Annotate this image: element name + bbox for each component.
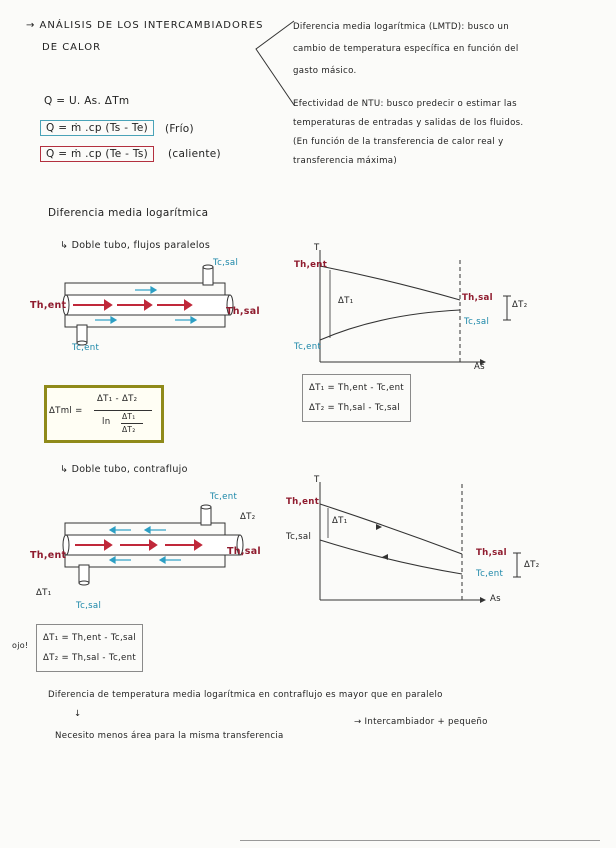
parallel-graph-t-axis: T — [314, 243, 320, 253]
counter-note: ojo! — [12, 641, 29, 650]
parallel-graph-as-axis: As — [474, 362, 485, 372]
lmtd-lhs: ΔTml = — [49, 406, 83, 416]
counter-dt1: ΔT₁ — [36, 588, 52, 598]
counter-def-dt1: ΔT₁ = Th,ent - Tc,sal — [43, 633, 137, 643]
parallel-graph-dt1: ΔT₁ — [338, 296, 354, 306]
parallel-graph-dt2: ΔT₂ — [512, 300, 528, 310]
parallel-tc-ent: Tc,ent — [72, 343, 100, 353]
counter-graph-dt2: ΔT₂ — [524, 560, 540, 570]
parallel-th-ent: Th,ent — [30, 300, 67, 311]
parallel-defs-box — [302, 374, 411, 422]
counter-graph-th-sal: Th,sal — [476, 548, 507, 558]
lmtd-ln: ln — [102, 417, 111, 427]
title-line-2: DE CALOR — [42, 42, 102, 53]
counter-tc-sal: Tc,sal — [76, 601, 102, 611]
q-main-equation: Q = U. As. ΔTm — [44, 95, 130, 107]
title-line-1: → ANÁLISIS DE LOS INTERCAMBIADORES — [26, 20, 264, 31]
conclusion-result: → Intercambiador + pequeño — [354, 717, 488, 727]
parallel-th-sal: Th,sal — [226, 306, 260, 317]
parallel-graph-tc-sal: Tc,sal — [464, 317, 490, 327]
counter-def-dt2: ΔT₂ = Th,sal - Tc,ent — [43, 653, 137, 663]
conclusion-arrow-down: ↓ — [74, 709, 82, 719]
ntu-line-1: Efectividad de NTU: busco predecir o estimar las — [293, 99, 517, 109]
lmtd-inner-bar — [121, 423, 143, 424]
ntu-description — [293, 95, 523, 171]
parallel-graph-th-sal: Th,sal — [462, 293, 493, 303]
parallel-graph-th-ent: Th,ent — [294, 260, 328, 270]
counter-dt2: ΔT₂ — [240, 512, 256, 522]
parallel-def-dt1: ΔT₁ = Th,ent - Tc,ent — [309, 383, 404, 393]
conclusion-line-1: Diferencia de temperatura media logarítmica en contraflujo es mayor que en paralelo — [48, 690, 443, 700]
lmtd-line-1: Diferencia media logarítmica (LMTD): busco un — [293, 22, 510, 32]
counter-graph-dt1: ΔT₁ — [332, 516, 348, 526]
parallel-subtitle: ↳ Doble tubo, flujos paralelos — [60, 240, 211, 251]
parallel-graph-tc-ent: Tc,ent — [294, 342, 322, 352]
counter-th-sal: Th,sal — [227, 546, 261, 557]
lmtd-formula-box — [44, 385, 164, 443]
q-cold-note: (Frío) — [165, 123, 194, 135]
lmtd-line-2: cambio de temperatura específica en función del — [293, 44, 519, 54]
counter-graph-as-axis: As — [490, 594, 501, 604]
lmtd-numerator: ΔT₁ - ΔT₂ — [97, 394, 138, 404]
lmtd-inner-num: ΔT₁ — [122, 412, 136, 421]
lmtd-description — [293, 16, 519, 82]
counter-graph-t-axis: T — [314, 475, 320, 485]
lmtd-inner-den: ΔT₂ — [122, 425, 136, 434]
parallel-def-dt2: ΔT₂ = Th,sal - Tc,sal — [309, 403, 401, 413]
counter-graph-tc-sal: Tc,sal — [286, 532, 312, 542]
counter-subtitle: ↳ Doble tubo, contraflujo — [60, 464, 188, 475]
counter-tc-ent: Tc,ent — [210, 492, 238, 502]
parallel-dt2-bracket — [502, 294, 512, 324]
lmtd-line-3: gasto másico. — [293, 66, 357, 76]
counter-th-ent: Th,ent — [30, 550, 67, 561]
parallel-tc-sal: Tc,sal — [213, 258, 239, 268]
ntu-line-2: temperaturas de entradas y salidas de los fluidos. — [293, 118, 524, 128]
counter-graph-tc-ent: Tc,ent — [476, 569, 504, 579]
q-cold-equation: Q = ṁ .cp (Ts - Te) — [40, 120, 154, 136]
counter-graph-th-ent: Th,ent — [286, 497, 320, 507]
counter-temperature-graph — [280, 472, 510, 612]
page-bottom-line — [240, 840, 600, 841]
ntu-line-4: transferencia máxima) — [293, 156, 397, 166]
counter-defs-box — [36, 624, 143, 672]
section-title: Diferencia media logarítmica — [48, 207, 209, 219]
conclusion-line-2: Necesito menos área para la misma transferencia — [55, 731, 284, 741]
counter-dt2-bracket — [512, 551, 522, 581]
lmtd-fraction-bar — [94, 410, 152, 411]
q-hot-note: (caliente) — [168, 148, 221, 160]
ntu-line-3: (En función de la transferencia de calor real y — [293, 137, 504, 147]
q-hot-equation: Q = ṁ .cp (Te - Ts) — [40, 146, 154, 162]
